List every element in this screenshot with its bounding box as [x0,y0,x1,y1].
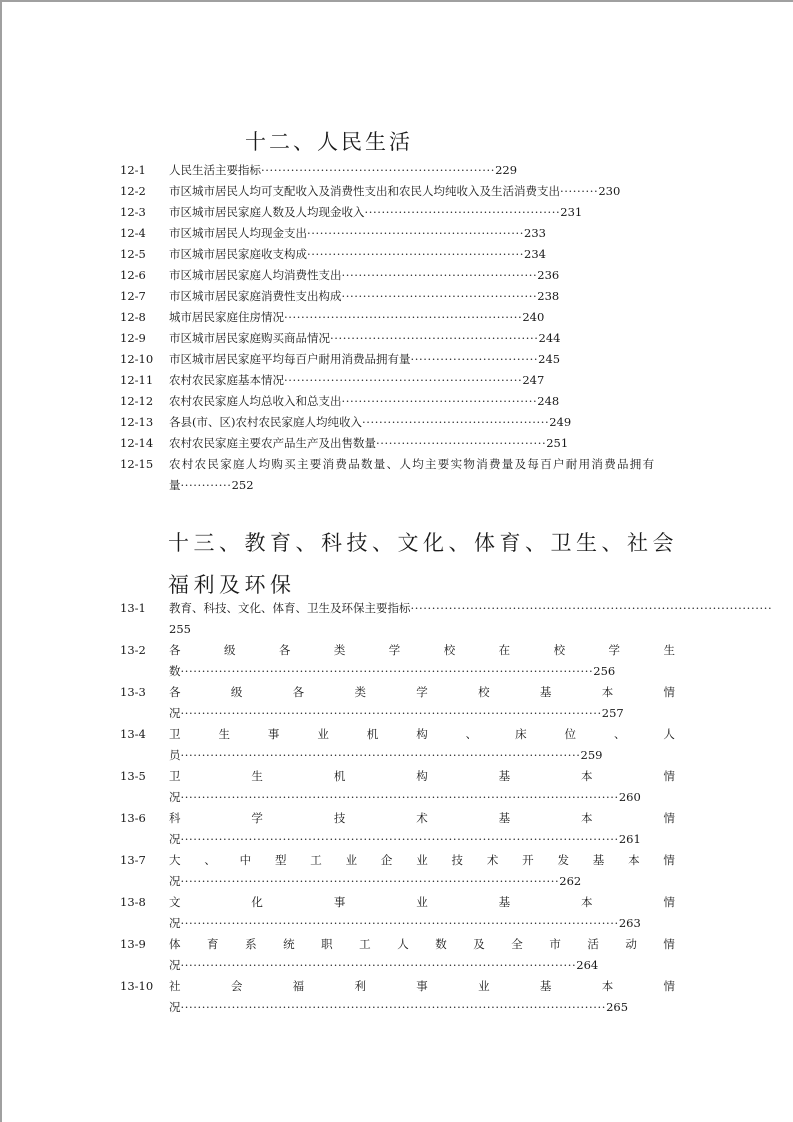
entry-title-char: 在 [498,643,511,657]
entry-number: 13-5 [120,769,146,783]
leader-dots: ············ [180,478,232,492]
entry-title-char: 情 [663,937,675,951]
entry-title-line [169,598,773,619]
leader-dots: ······························································································ [180,748,581,762]
entry-page-number: 263 [618,916,641,930]
entry-page-number: 229 [495,163,518,177]
leader-dots: ··················································· [307,247,525,261]
entry-title-line [169,202,582,223]
entry-title-line [169,244,546,265]
entry-title-justified [169,892,675,913]
entry-title-char: 系 [245,937,257,951]
entry-title-line [169,181,620,202]
entry-title-char: 型 [274,853,287,867]
entry-title-justified [169,766,675,787]
entry-title-char: 业 [345,853,358,867]
entry-title-char: 各 [169,643,181,657]
entry-title-char: 文 [169,895,181,909]
entry-title-char: 基 [539,979,552,993]
entry-page-number: 249 [549,415,572,429]
entry-title-justified [169,850,675,871]
entry-page-number: 251 [546,436,569,450]
entry-title-char: 校 [478,685,490,699]
entry-title-justified [169,934,675,955]
entry-title-char: 基 [498,811,511,825]
leader-dots: ··································································································· [180,706,602,720]
entry-number: 12-1 [120,163,146,177]
entry-title-char: 职 [321,937,333,951]
entry-title-char: 级 [223,643,236,657]
entry-title-line [169,223,546,244]
entry-title-char: 开 [522,853,534,867]
entry-title-char: 工 [359,937,371,951]
entry-title: 农村农民家庭人均总收入和总支出 [169,394,342,408]
entry-number: 12-2 [120,184,146,198]
entry-title-char: 数 [435,937,447,951]
entry-title-char: 情 [663,979,675,993]
entry-title-char: 大 [169,853,181,867]
entry-title-end: 况 [169,916,181,930]
entry-number: 13-9 [120,937,146,951]
entry-title-char: 情 [663,769,675,783]
leader-dots: ···································································································· [180,1000,607,1014]
entry-title: 市区城市居民人均可支配收入及消费性支出和农民人均纯收入及生活消费支出 [169,184,560,198]
entry-number: 12-15 [120,457,154,471]
entry-title: 市区城市居民家庭收支构成 [169,247,307,261]
entry-page-number: 245 [538,352,561,366]
entry-title-char: 学 [608,643,620,657]
entry-title: 城市居民家庭住房情况 [169,310,284,324]
entry-title: 市区城市居民家庭人均消费性支出 [169,268,342,282]
entry-number: 13-8 [120,895,146,909]
leader-dots: ·············································· [341,289,538,303]
entry-title-continuation [169,997,628,1018]
entry-title-char: 基 [539,685,552,699]
entry-title-char: 技 [333,811,346,825]
entry-title-char: 业 [478,979,490,993]
entry-number: 12-8 [120,310,146,324]
entry-title-line [169,307,544,328]
entry-title-line [169,433,568,454]
leader-dots: ································································································· [180,664,594,678]
entry-title-char: 情 [663,685,675,699]
entry-title-char: 全 [511,937,523,951]
entry-title-char: 各 [169,685,181,699]
entry-title: 市区城市居民人均现金支出 [169,226,307,240]
entry-title-line [169,328,560,349]
entry-title-char: 发 [557,853,569,867]
leader-dots: ····························································································· [180,958,577,972]
entry-page-number: 248 [537,394,560,408]
entry-number: 13-1 [120,601,146,615]
entry-title-end: 况 [169,790,181,804]
entry-title-end: 量 [169,478,181,492]
entry-title-end: 况 [169,832,181,846]
entry-title-char: 本 [581,895,593,909]
entry-page-number: 231 [560,205,583,219]
entry-title-char: 业 [416,895,428,909]
entry-number: 12-10 [120,352,154,366]
entry-title-justified [169,808,675,829]
leader-dots: ········································ [376,436,547,450]
entry-title-char: 情 [663,811,675,825]
entry-title-char: 中 [239,853,252,867]
entry-title-char: 学 [416,685,428,699]
entry-title-end: 况 [169,706,181,720]
entry-title-char: 企 [380,853,393,867]
entry-title-justified [169,976,675,997]
entry-title-char: 市 [549,937,561,951]
leader-dots: ······························ [410,352,539,366]
entry-number: 13-2 [120,643,146,657]
entry-page-number: 262 [559,874,582,888]
entry-title-char: 工 [310,853,322,867]
entry-title-char: 事 [267,727,280,741]
entry-page-number: 261 [618,832,641,846]
entry-title-char: 人 [663,727,675,741]
entry-title-char: 卫 [169,769,181,783]
leader-dots: ····················································································· [410,601,773,615]
entry-title: 市区城市居民家庭消费性支出构成 [169,289,342,303]
entry-title-char: 学 [388,643,401,657]
entry-title-char: 位 [564,727,576,741]
entry-title-continuation [169,913,641,934]
entry-page-number: 252 [231,478,254,492]
entry-number: 12-7 [120,289,146,303]
entry-number: 12-12 [120,394,154,408]
entry-title-char: 本 [581,811,593,825]
leader-dots: ························································································· [180,874,560,888]
entry-title: 市区城市居民家庭人数及人均现金收入 [169,205,365,219]
entry-number: 13-3 [120,685,146,699]
leader-dots: ······································································································· [180,916,619,930]
entry-title-char: 构 [416,769,428,783]
leader-dots: ························································ [284,373,523,387]
entry-number: 12-4 [120,226,146,240]
leader-dots: ·············································· [341,268,538,282]
entry-title-line [169,412,571,433]
entry-title-char: 利 [354,979,366,993]
entry-title-char: 机 [366,727,379,741]
entry-title-char: 情 [663,895,675,909]
entry-number: 12-11 [120,373,154,387]
entry-title-char: 统 [283,937,295,951]
entry-number: 12-6 [120,268,146,282]
entry-title: 人民生活主要指标 [169,163,261,177]
entry-title: 各县(市、区)农村农民家庭人均纯收入 [169,415,362,429]
leader-dots: ·············································· [364,205,561,219]
entry-title-line [169,265,559,286]
entry-title-char: 构 [416,727,428,741]
leader-dots: ······················································· [261,163,496,177]
entry-title: 教育、科技、文化、体育、卫生及环保主要指标 [169,601,411,615]
section-13-heading: 十三、教育、科技、文化、体育、卫生、社会福利及环保 [168,531,678,597]
entry-page-number: 233 [524,226,546,240]
entry-title-justified [169,724,675,745]
entry-title-char: 床 [515,727,527,741]
entry-title-char: 业 [317,727,329,741]
entry-title-char: 体 [169,937,181,951]
entry-title: 农村农民家庭基本情况 [169,373,284,387]
entry-title-continuation [169,703,624,724]
entry-page-number: 247 [522,373,545,387]
entry-title-char: 、 [204,853,216,867]
entry-title-continuation [169,787,641,808]
entry-page-number: 255 [169,622,191,636]
entry-title-char: 事 [333,895,346,909]
entry-title-char: 校 [553,643,566,657]
entry-title-line [169,391,559,412]
entry-title-char: 、 [465,727,478,741]
entry-title-char: 学 [251,811,263,825]
entry-page-number: 264 [576,958,599,972]
entry-page-number: 230 [598,184,621,198]
entry-title-char: 级 [230,685,243,699]
entry-title-char: 本 [601,979,614,993]
entry-title-char: 人 [397,937,409,951]
entry-title-char: 生 [663,643,675,657]
entry-title-end: 数 [169,664,181,678]
entry-page-number: 240 [522,310,545,324]
entry-title-char: 各 [278,643,291,657]
entry-page-number: 238 [537,289,560,303]
entry-number: 12-14 [120,436,154,450]
entry-page-number: 256 [593,664,616,678]
entry-title-char: 、 [613,727,626,741]
entry-title-char: 生 [218,727,230,741]
entry-title-char: 类 [354,685,366,699]
entry-title-continuation [169,661,615,682]
entry-title-char: 及 [473,937,485,951]
entry-number: 13-6 [120,811,146,825]
entry-title-char: 科 [169,811,181,825]
entry-title-char: 基 [498,895,511,909]
leader-dots: ············································ [361,415,550,429]
entry-title-end: 况 [169,874,181,888]
entry-title-char: 本 [628,853,640,867]
entry-title-char: 本 [601,685,614,699]
entry-page-number: 259 [580,748,603,762]
entry-number: 13-7 [120,853,146,867]
entry-title-line [169,286,559,307]
entry-number: 12-13 [120,415,154,429]
entry-title-char: 情 [663,853,675,867]
entry-page-number: 257 [601,706,624,720]
entry-title: 市区城市居民家庭购买商品情况 [169,331,330,345]
entry-title: 农村农民家庭人均购买主要消费品数量、人均主要实物消费量及每百户耐用消费品拥有 [169,457,656,471]
entry-number: 13-10 [120,979,154,993]
entry-title-continuation [169,745,602,766]
entry-title-char: 事 [416,979,428,993]
entry-page-number: 260 [618,790,641,804]
entry-title-char: 校 [443,643,456,657]
entry-number: 13-4 [120,727,146,741]
entry-title-char: 术 [416,811,428,825]
entry-title-char: 会 [230,979,243,993]
entry-number: 12-9 [120,331,146,345]
leader-dots: ·············································· [341,394,538,408]
entry-title-continuation [169,871,581,892]
entry-title-char: 各 [292,685,305,699]
entry-title-char: 动 [625,937,637,951]
entry-title-char: 技 [451,853,463,867]
entry-title-char: 类 [333,643,346,657]
entry-title-line [169,349,560,370]
entry-title-char: 基 [498,769,511,783]
entry-page-number: 265 [606,1000,629,1014]
entry-number: 12-5 [120,247,146,261]
entry-title-char: 生 [251,769,263,783]
entry-title-line [169,370,544,391]
entry-page-number: 244 [538,331,561,345]
entry-title-justified [169,640,675,661]
entry-title-char: 社 [169,979,181,993]
leader-dots: ········· [560,184,599,198]
entry-number: 12-3 [120,205,146,219]
entry-title-char: 活 [587,937,599,951]
entry-title-char: 卫 [169,727,181,741]
entry-title-char: 术 [486,853,499,867]
entry-title-char: 福 [292,979,305,993]
entry-title-char: 化 [251,895,263,909]
entry-title: 市区城市居民家庭平均每百户耐用消费品拥有量 [169,352,411,366]
entry-title-end: 况 [169,1000,181,1014]
entry-title-justified [169,682,675,703]
leader-dots: ················································· [330,331,539,345]
entry-title-char: 基 [592,853,605,867]
entry-page-number: 234 [524,247,546,261]
leader-dots: ························································ [284,310,523,324]
leader-dots: ······································································································· [180,790,619,804]
entry-title-continuation [169,475,254,496]
entry-title-char: 本 [581,769,593,783]
entry-title-char: 机 [333,769,346,783]
entry-title-char: 育 [207,937,219,951]
entry-title-end: 况 [169,958,181,972]
entry-title-end: 员 [169,748,181,762]
entry-title-continuation [169,955,598,976]
entry-page-number: 236 [537,268,560,282]
leader-dots: ··················································· [307,226,525,240]
leader-dots: ······································································································· [180,832,619,846]
entry-title-continuation [169,829,641,850]
section-12-heading: 十二、人民生活 [245,130,413,154]
entry-title-line [169,160,517,181]
entry-title-char: 业 [416,853,428,867]
entry-title: 农村农民家庭主要农产品生产及出售数量 [169,436,376,450]
